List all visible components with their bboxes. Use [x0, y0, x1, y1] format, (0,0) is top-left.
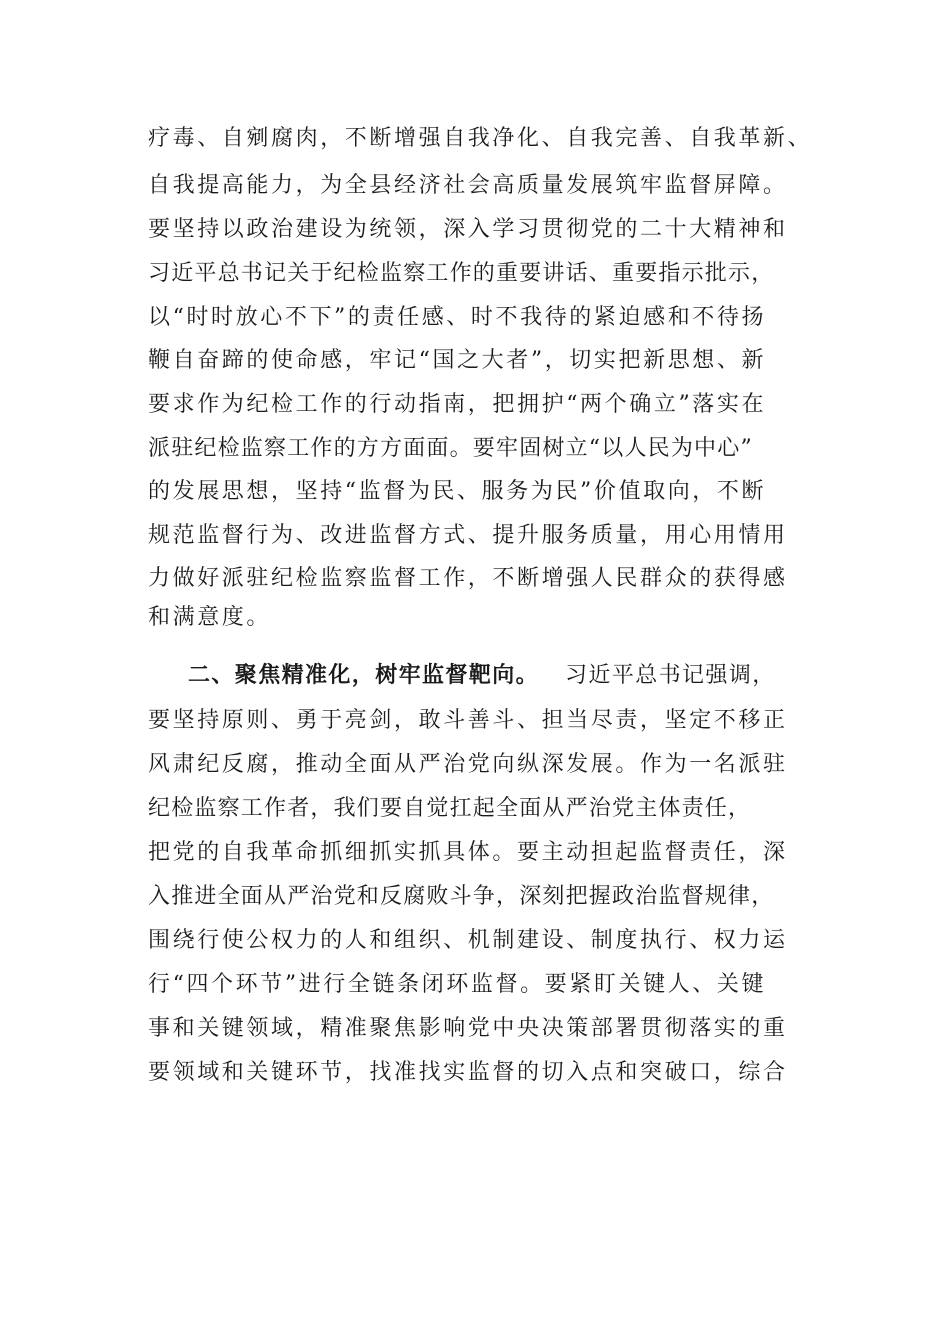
paragraph-line: 纪检监察工作者，我们要自觉扛起全面从严治党主体责任， — [148, 796, 752, 821]
paragraph-line: 以“时时放心不下”的责任感、时不我待的紧迫感和不待扬 — [148, 305, 767, 330]
paragraph-line: 行“四个环节”进行全链条闭环监督。要紧盯关键人、关键 — [148, 972, 767, 997]
paragraph-line: 事和关键领域，精准聚焦影响党中央决策部署贯彻落实的重 — [148, 1016, 788, 1041]
paragraph-line: 自我提高能力，为全县经济社会高质量发展筑牢监督屏障。 — [148, 173, 788, 198]
paragraph-line: 入推进全面从严治党和反腐败斗争，深刻把握政治监督规律， — [148, 884, 775, 909]
paragraph-line: 疗毒、自剜腐肉，不断增强自我净化、自我完善、自我革新、 — [148, 126, 813, 151]
section-heading-line — [188, 661, 808, 691]
section-heading: 二、聚焦精准化，树牢监督靶向。 — [188, 663, 540, 688]
paragraph-line: 和满意度。 — [148, 605, 272, 630]
paragraph-line: 要求作为纪检工作的行动指南，把拥护“两个确立”落实在 — [148, 392, 767, 417]
paragraph-line: 力做好派驻纪检监察监督工作，不断增强人民群众的获得感 — [148, 566, 788, 591]
paragraph-line: 要领域和关键环节，找准找实监督的切入点和突破口，综合 — [148, 1060, 788, 1085]
paragraph-line: 派驻纪检监察工作的方方面面。要牢固树立“以人民为中心” — [148, 436, 753, 461]
paragraph-line: 的发展思想，坚持“监督为民、服务为民”价值取向，不断 — [148, 479, 767, 504]
paragraph-line: 围绕行使公权力的人和组织、机制建设、制度执行、权力运 — [148, 928, 788, 953]
paragraph-line: 习近平总书记关于纪检监察工作的重要讲话、重要指示批示， — [148, 261, 775, 286]
paragraph-line: 把党的自我革命抓细抓实抓具体。要主动担起监督责任，深 — [148, 840, 788, 865]
section-intro-text: 习近平总书记强调， — [565, 663, 776, 688]
paragraph-line: 要坚持以政治建设为统领，深入学习贯彻党的二十大精神和 — [148, 217, 788, 242]
paragraph-line: 规范监督行为、改进监督方式、提升服务质量，用心用情用 — [148, 523, 788, 548]
paragraph-line: 要坚持原则、勇于亮剑，敢斗善斗、担当尽责，坚定不移正 — [148, 708, 788, 733]
paragraph-line: 鞭自奋蹄的使命感，牢记“国之大者”，切实把新思想、新 — [148, 348, 767, 373]
paragraph-line: 风肃纪反腐，推动全面从严治党向纵深发展。作为一名派驻 — [148, 752, 788, 777]
